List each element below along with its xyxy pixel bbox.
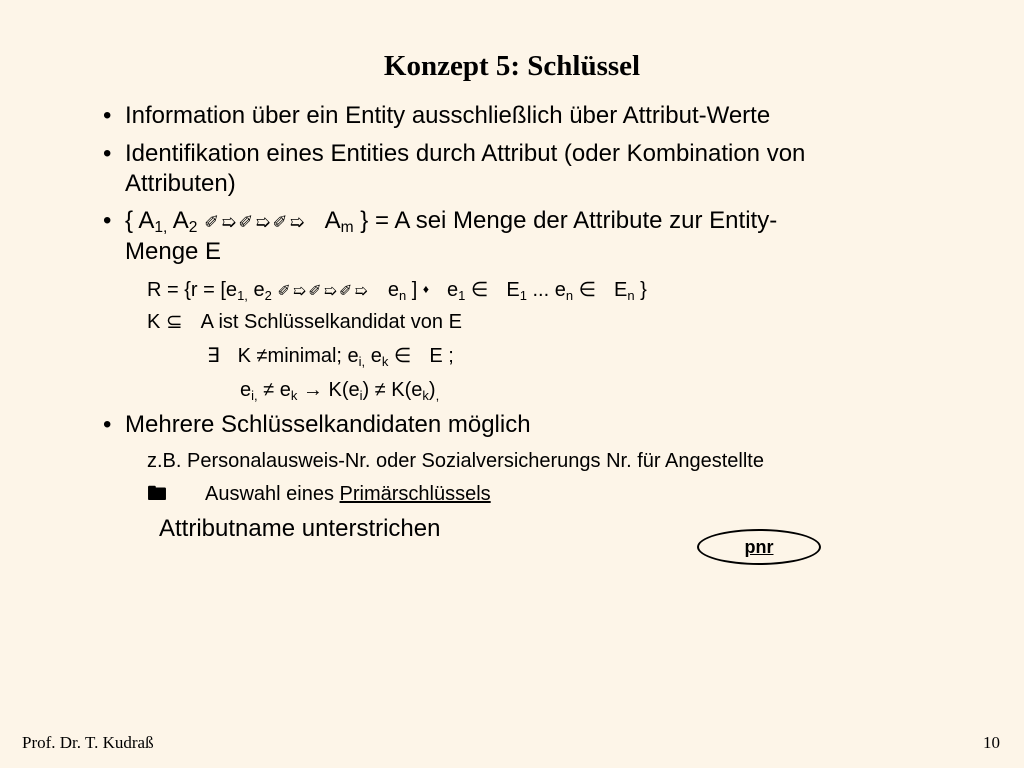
diamond-icon: ♦	[422, 282, 429, 296]
wingding-dots: ✐➯✐➯✐➯	[204, 212, 307, 232]
set-am: A	[324, 207, 341, 234]
wingding-dots: ✐➯✐➯✐➯	[277, 283, 370, 300]
not-equal-icon: ≠	[256, 345, 268, 367]
folder-icon: 🖿	[147, 483, 167, 505]
subscript: k	[381, 354, 389, 369]
bullet-item-4	[103, 410, 531, 440]
set-rest: } = A sei Menge der Attribute zur Entity-	[353, 207, 778, 234]
formula-text: }	[634, 279, 647, 301]
element-of-icon: ∈	[470, 279, 489, 301]
bullet-text-3b: Menge E	[125, 238, 222, 265]
formula-text: A ist Schlüsselkandidat von E	[200, 311, 462, 333]
exists-icon: ∃	[207, 345, 220, 367]
subscript: i,	[358, 354, 366, 369]
attribute-name-text: Attributname unterstrichen	[159, 515, 441, 542]
bullet-text-2a: Identifikation eines Entities durch Attribut (oder Kombination von	[125, 140, 806, 167]
formula-text: ]	[406, 279, 418, 301]
not-equal-icon: ≠	[263, 379, 275, 401]
set-a2: A	[167, 207, 189, 234]
bullet-item-3	[103, 206, 777, 237]
formula-text: E ;	[429, 345, 454, 367]
bullet-text-2b: Attributen)	[125, 170, 236, 197]
formula-text: E	[506, 279, 520, 301]
footer-author: Prof. Dr. T. Kudraß	[22, 733, 154, 752]
set-open: { A	[125, 207, 155, 234]
subscript: i,	[251, 388, 258, 403]
key-attribute-label: pnr	[744, 537, 774, 557]
formula-text: )	[362, 379, 375, 401]
formula-text: minimal; e	[267, 345, 359, 367]
bullet-dot: •	[103, 411, 112, 438]
subscript: n	[627, 288, 635, 303]
formula-text: )	[428, 379, 436, 401]
subscript: 2	[264, 288, 272, 303]
formula-k-definition	[147, 309, 462, 335]
formula-text: e	[447, 279, 459, 301]
subscript: n	[565, 288, 574, 303]
bullet-item-2	[103, 139, 805, 169]
formula-text: e	[365, 345, 382, 367]
formula-text: K	[147, 311, 161, 333]
formula-text: e	[240, 379, 252, 401]
formula-text: ... e	[526, 279, 566, 301]
bullet-item-1	[103, 101, 770, 131]
formula-text: e	[387, 279, 399, 301]
formula-text: e	[247, 279, 265, 301]
key-attribute-oval	[697, 529, 821, 565]
element-of-icon: ∈	[393, 345, 412, 367]
subset-icon: ⊆	[165, 311, 183, 333]
subscript: m	[340, 219, 354, 236]
subscript: 1,	[237, 288, 248, 303]
subscript: 1	[519, 288, 527, 303]
bullet-text-1: Information über ein Entity ausschließlich über Attribut-Werte	[125, 102, 771, 129]
bullet-text-4: Mehrere Schlüsselkandidaten möglich	[125, 411, 531, 438]
formula-text: R = {r = [e	[147, 279, 238, 301]
formula-text: E	[614, 279, 628, 301]
formula-text: K(e	[385, 379, 423, 401]
arrow-right-icon: →	[302, 379, 323, 401]
bullet-dot: •	[103, 102, 112, 129]
element-of-icon: ∈	[578, 279, 597, 301]
bullet-dot: •	[103, 140, 112, 167]
subscript: k	[422, 388, 429, 403]
formula-implication	[240, 377, 439, 403]
bullet-dot: •	[103, 207, 112, 234]
example-text: z.B. Personalausweis-Nr. oder Sozialversicherungs Nr. für Angestellte	[147, 450, 764, 472]
subscript: 1,	[154, 219, 168, 236]
subscript: ,	[435, 388, 440, 403]
formula-text: K(e	[322, 379, 360, 401]
page-title: Konzept 5: Schlüssel	[383, 50, 641, 82]
primary-key-term: Primärschlüssels	[339, 483, 491, 505]
auswahl-line	[147, 481, 491, 507]
formula-r-definition	[147, 276, 647, 305]
subscript: 2	[188, 219, 198, 236]
subscript: n	[398, 288, 407, 303]
not-equal-icon: ≠	[374, 379, 386, 401]
subscript: 1	[458, 288, 466, 303]
page-number: 10	[983, 733, 1000, 752]
subscript: k	[290, 388, 298, 403]
subscript: i	[359, 388, 363, 403]
formula-text: e	[274, 379, 291, 401]
auswahl-text: Auswahl eines	[205, 483, 340, 505]
formula-minimal	[207, 343, 454, 369]
formula-text: K	[237, 345, 257, 367]
